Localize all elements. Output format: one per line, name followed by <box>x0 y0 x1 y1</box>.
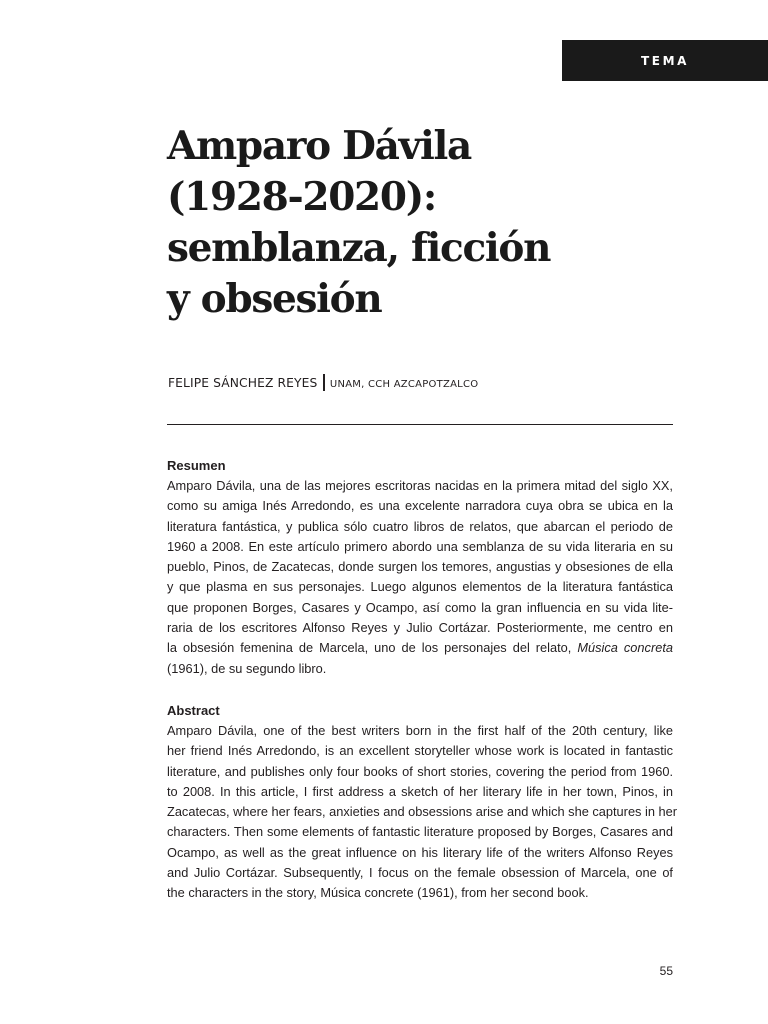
resumen-line: y que plasma en sus personajes. Luego algunos elementos de la literatura fantástica <box>167 579 673 595</box>
section-tab <box>562 40 768 81</box>
abstract-line: the characters in the story, Música concrete (1961), from her second book. <box>167 885 589 901</box>
article-title <box>167 121 687 325</box>
resumen-line: Amparo Dávila, una de las mejores escritoras nacidas en la primera mitad del siglo XX, <box>167 478 673 493</box>
title-line: (1928-2020): <box>167 174 436 220</box>
resumen-line: como su amiga Inés Arredondo, es una excelente narradora cuya obra se ubica en la <box>167 498 673 514</box>
story-title: Música concreta <box>577 640 673 656</box>
abstract-line: Amparo Dávila, one of the best writers born in the first half of the 20th century, like <box>167 723 673 738</box>
resumen-heading: Resumen <box>167 458 226 473</box>
abstract-line: Ocampo, as well as the great influence on his literary life of the writers Alfonso Reyes <box>167 844 673 860</box>
abstract-line: Zacatecas, where her fears, anxieties and obsessions arise and which she captures in her <box>167 804 678 820</box>
header-divider <box>167 424 673 425</box>
abstract-body <box>167 721 678 904</box>
resumen-line: (1961), de su segundo libro. <box>167 660 327 676</box>
resumen-line: raria de los escritores Alfonso Reyes y Julio Cortázar. Posteriormente, me centro en <box>167 620 673 636</box>
title-line: y obsesión <box>167 276 382 322</box>
abstract-line: her friend Inés Arredondo, is an excellent storyteller whose work is located in fantastic <box>167 743 673 759</box>
abstract-line: literature, and publishes only four books of short stories, covering the period from 1960. <box>167 763 673 779</box>
page-number: 55 <box>659 964 673 978</box>
resumen-body <box>167 476 673 679</box>
title-line: Amparo Dávila <box>167 123 471 169</box>
abstract-line: and Julio Cortázar. Subsequently, I focus on the female obsession of Marcela, one of <box>167 865 673 881</box>
resumen-line: pueblo, Pinos, de Zacatecas, donde surgen los temores, angustias y obsesiones de ella <box>167 559 673 575</box>
title-line: semblanza, ficción <box>167 225 551 271</box>
abstract-line: characters. Then some elements of fantastic literature proposed by Borges, Casares and <box>167 824 673 840</box>
resumen-line-with-title <box>167 638 673 658</box>
resumen-line: que proponen Borges, Casares y Ocampo, así como la gran influencia en su vida lite- <box>167 599 673 615</box>
author-institution: UNAM, CCH AZCAPOTZALCO <box>329 379 479 390</box>
section-tab-label: TEMA <box>640 53 689 68</box>
resumen-line: la obsesión femenina de Marcela, uno de los personajes del relato, <box>167 640 572 656</box>
resumen-line: literatura fantástica, y publica sólo cuatro libros de relatos, que abarcan el periodo de <box>167 518 673 534</box>
resumen-line: 1960 a 2008. En este artículo primero abordo una semblanza de su vida literaria en su <box>167 538 673 554</box>
byline-separator <box>323 374 325 391</box>
author-name: FELIPE SÁNCHEZ REYES <box>168 376 318 390</box>
abstract-line: to 2008. In this article, I first address a sketch of her literary life in her town, Pinos, in <box>167 783 673 799</box>
resumen-section <box>167 456 673 679</box>
byline <box>168 374 478 391</box>
abstract-section <box>167 701 678 904</box>
abstract-heading: Abstract <box>167 703 220 718</box>
